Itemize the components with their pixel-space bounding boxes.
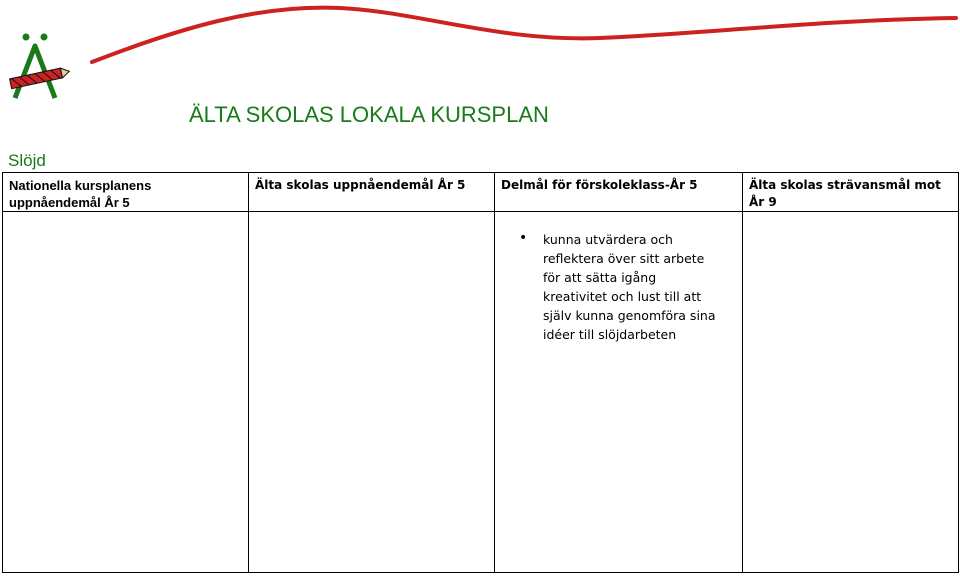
cell-school-goals bbox=[249, 212, 495, 573]
header-cell-national-goals bbox=[3, 173, 249, 212]
header-cell-school-goals bbox=[249, 173, 495, 212]
header-swoosh bbox=[0, 0, 960, 110]
subject-heading: Slöjd bbox=[8, 151, 46, 170]
curriculum-table bbox=[2, 172, 959, 573]
header-cell-aspiration-goals bbox=[743, 173, 959, 212]
document-title: ÄLTA SKOLAS LOKALA KURSPLAN bbox=[189, 102, 549, 127]
table-row bbox=[3, 212, 959, 573]
header-cell-partial-goals bbox=[495, 173, 743, 212]
cell-national-goals bbox=[3, 212, 249, 573]
goal-list bbox=[495, 230, 742, 344]
logo-letter: Ä bbox=[0, 0, 1, 1]
school-logo bbox=[0, 0, 80, 110]
column-header-label: Älta skolas uppnåendemål År 5 bbox=[255, 178, 466, 192]
column-header-label: Älta skolas strävansmål mot År 9 bbox=[749, 178, 941, 209]
column-header-label: Nationella kursplanens uppnåendemål År 5 bbox=[9, 178, 152, 210]
cell-aspiration-goals bbox=[743, 212, 959, 573]
table-header-row bbox=[3, 173, 959, 212]
list-item: • kunna utvärdera och reflektera över sitt arbete för att sätta igång kreativitet och lust till att själv kunna genomföra sina idéer till slöjdarbeten bbox=[543, 230, 742, 344]
cell-partial-goals bbox=[495, 212, 743, 573]
column-header-label: Delmål för förskoleklass-År 5 bbox=[501, 178, 698, 192]
